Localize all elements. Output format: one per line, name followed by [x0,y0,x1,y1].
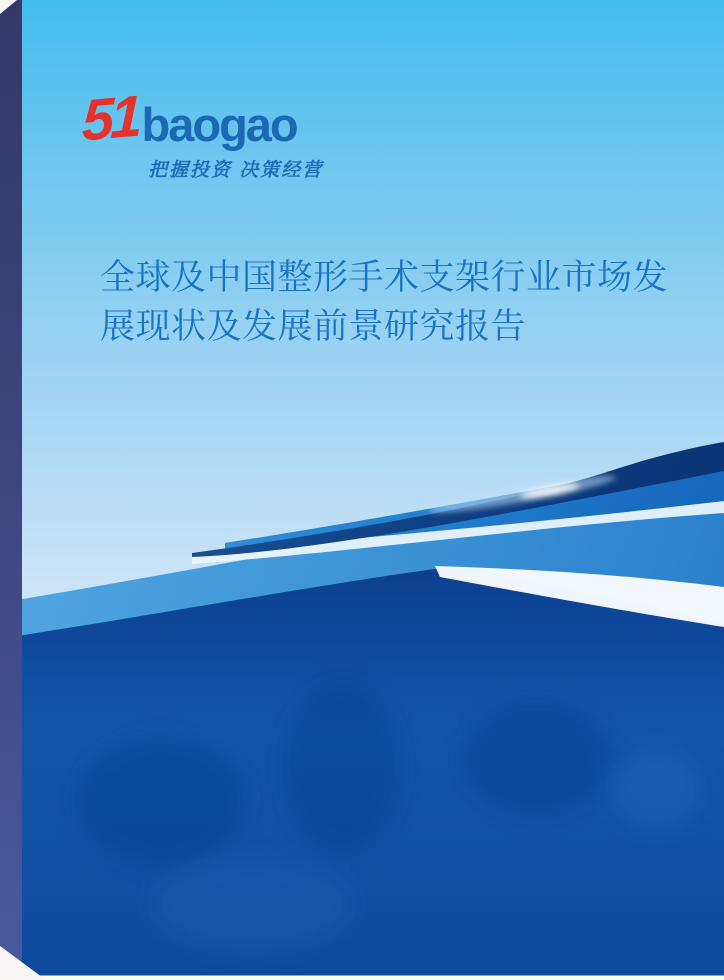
logo-tagline: 把握投资 决策经营 [148,160,324,181]
cover-background [22,0,724,980]
logo-baogao-text: baogao [141,98,297,151]
logo [81,83,324,182]
title-line-2: 展现状及发展前景研究报告 [100,307,527,346]
logo-wordmark [81,83,323,154]
title-line-1: 全球及中国整形手术支架行业市场发 [100,258,669,297]
page-bottom-edge [22,976,724,980]
report-title [100,253,686,351]
logo-51-mark: 51 [81,83,139,154]
book-spine [0,0,22,980]
